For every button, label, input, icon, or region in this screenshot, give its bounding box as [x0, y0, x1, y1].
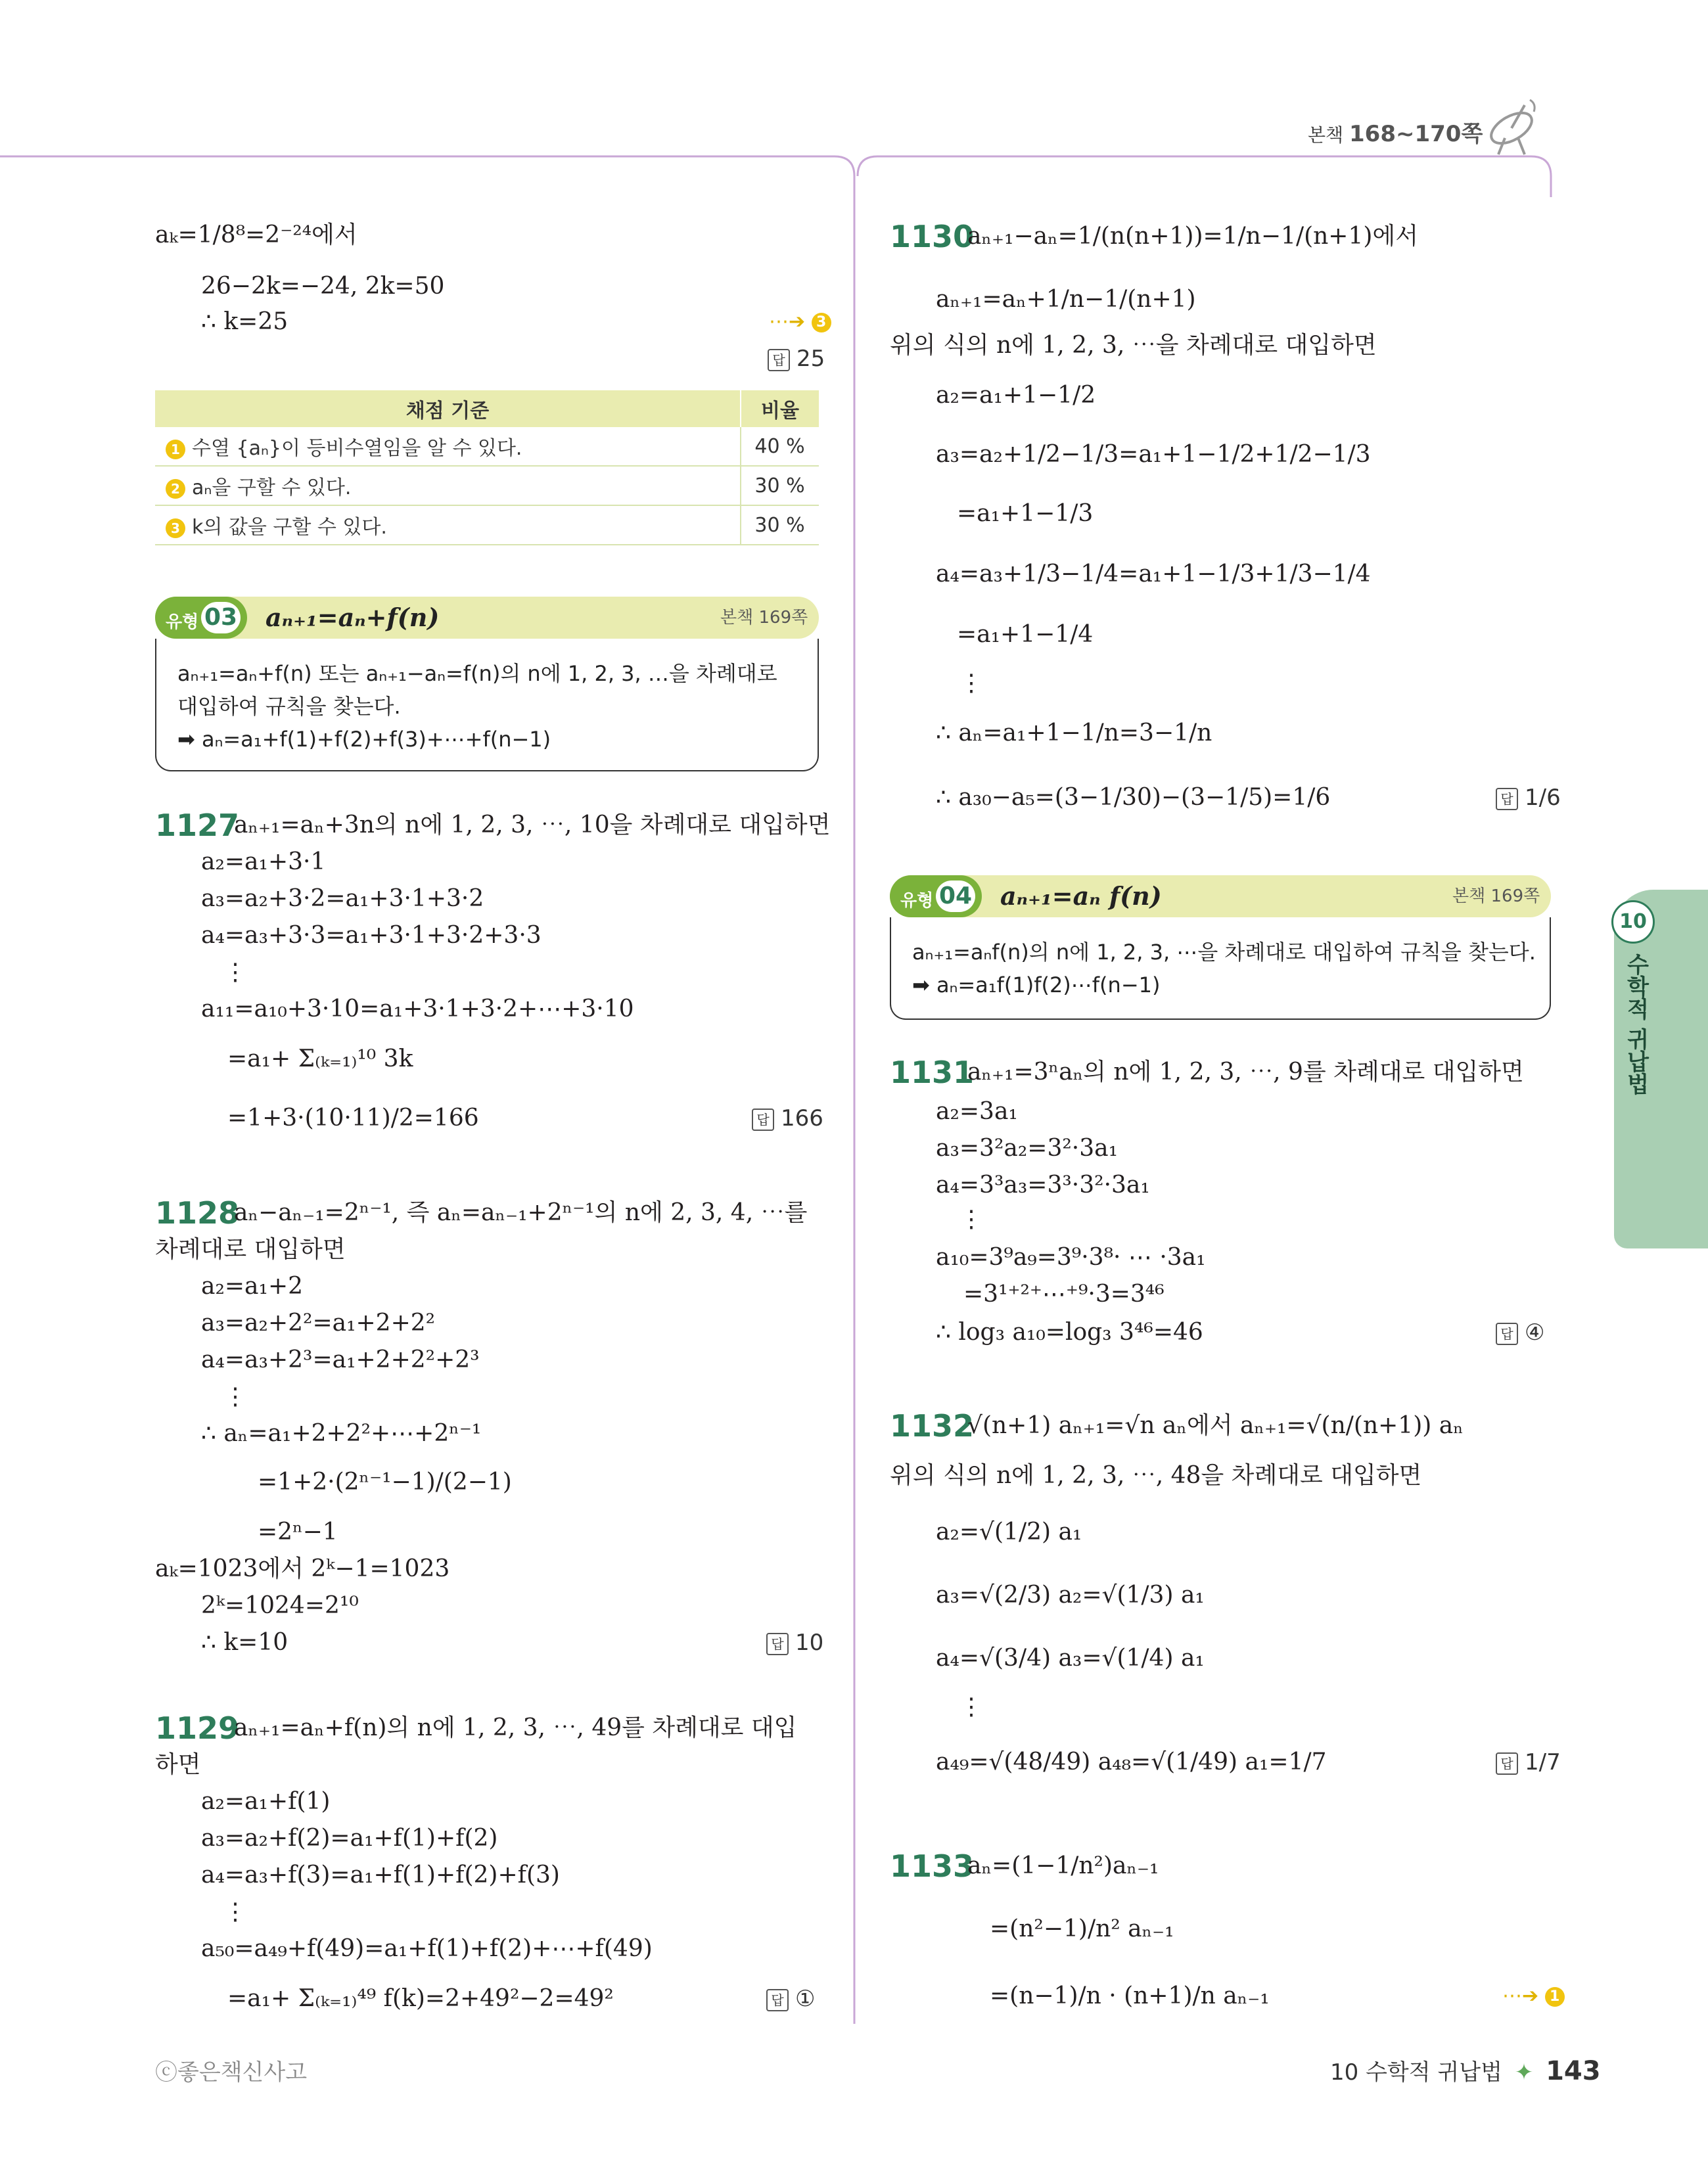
answer-icon: 답 [1496, 1752, 1518, 1775]
problem-1128-head: aₙ−aₙ₋₁=2ⁿ⁻¹, 즉 aₙ=aₙ₋₁+2ⁿ⁻¹의 n에 2, 3, 4, ⋯를 [234, 1199, 808, 1226]
problem-1131-line: a₄=3³a₃=3³·3²·3a₁ [936, 1172, 1150, 1199]
footer-page-number: 143 [1546, 2056, 1601, 2086]
problem-1128-line: =1+2·(2ⁿ⁻¹−1)/(2−1) [258, 1469, 512, 1496]
problem-1131-number: 1131 [890, 1055, 975, 1090]
problem-1130-line: a₃=a₂+1/2−1/3=a₁+1−1/2+1/2−1/3 [936, 441, 1371, 468]
problem-1129-line: a₅₀=a₄₉+f(49)=a₁+f(1)+f(2)+⋯+f(49) [201, 1935, 653, 1962]
answer-1128: 답 10 [766, 1626, 823, 1660]
problem-1132-line: a₂=√(1/2) a₁ [936, 1519, 1082, 1545]
type03-desc-1: aₙ₊₁=aₙ+f(n) 또는 aₙ₊₁−aₙ=f(n)의 n에 1, 2, 3, …을 차례대로 [177, 661, 777, 686]
problem-1131-line: ∴ log₃ a₁₀=log₃ 3⁴⁶=46 [936, 1319, 1203, 1346]
problem-1130-line: ∴ aₙ=a₁+1−1/n=3−1/n [936, 720, 1212, 746]
answer-icon: 답 [1496, 1323, 1518, 1345]
problem-1128-line: ∴ k=10 [201, 1629, 289, 1656]
answer-1127: 답 166 [752, 1101, 823, 1135]
type04-desc-1: aₙ₊₁=aₙf(n)의 n에 1, 2, 3, ⋯을 차례대로 대입하여 규칙을 찾는다. [912, 940, 1536, 965]
problem-1127-line: a₃=a₂+3·2=a₁+3·1+3·2 [201, 885, 484, 912]
footer-separator-icon: ✦ [1514, 2059, 1534, 2086]
step-marker-3: ⋯➔ 3 [769, 305, 831, 339]
problem-1128-line: =2ⁿ−1 [258, 1519, 338, 1545]
footer-publisher: ⓒ좋은책신사고 [155, 2059, 308, 2086]
problem-1127-line: a₁₁=a₁₀+3·10=a₁+3·1+3·2+⋯+3·10 [201, 995, 634, 1022]
problem-1128-line: a₂=a₁+2 [201, 1273, 304, 1300]
problem-1131-head: aₙ₊₁=3ⁿaₙ의 n에 1, 2, 3, ⋯, 9를 차례대로 대입하면 [967, 1059, 1524, 1086]
type03-desc-3: ➡ aₙ=a₁+f(1)+f(2)+f(3)+⋯+f(n−1) [177, 727, 551, 752]
problem-1129-number: 1129 [155, 1710, 240, 1746]
type04-badge: 유형 04 [890, 875, 982, 917]
chapter-tab-number: 10 [1611, 900, 1655, 944]
type03-title: aₙ₊₁=aₙ+f(n) [265, 603, 440, 632]
problem-1130-line: =a₁+1−1/4 [957, 621, 1094, 648]
type04-ref: 본책 169쪽 [1452, 886, 1540, 906]
problem-1128-line: 2ᵏ=1024=2¹⁰ [201, 1592, 359, 1619]
footer-chapter [1330, 2054, 1601, 2086]
answer-icon: 답 [1496, 788, 1518, 810]
problem-1128-line: aₖ=1023에서 2ᵏ−1=1023 [155, 1555, 450, 1582]
step-marker-1: ⋯➔ 1 [1502, 1979, 1565, 2013]
problem-1129-line: ⋮ [223, 1898, 247, 1925]
problem-1129-line: =a₁+ Σ₍ₖ₌₁₎⁴⁹ f(k)=2+49²−2=49² [227, 1985, 614, 2012]
grading-table [155, 390, 819, 545]
problem-1127-line: a₄=a₃+3·3=a₁+3·1+3·2+3·3 [201, 922, 542, 949]
problem-1127-head: aₙ₊₁=aₙ+3n의 n에 1, 2, 3, ⋯, 10을 차례대로 대입하면 [234, 812, 831, 838]
intro-line-3: ∴ k=25 [201, 308, 289, 335]
problem-1128-number: 1128 [155, 1195, 240, 1231]
footer-chapter-title: 10 수학적 귀납법 [1330, 2059, 1502, 2086]
grading-row: 2 aₙ을 구할 수 있다. 30 % [155, 466, 819, 505]
chapter-tab-label: 수학적 귀납법 [1623, 953, 1649, 1095]
problem-1133-number: 1133 [890, 1848, 975, 1884]
answer-icon: 답 [766, 1633, 789, 1655]
type03-desc-2: 대입하여 규칙을 찾는다. [177, 694, 401, 719]
answer-icon: 답 [752, 1109, 774, 1131]
problem-1128-line: ⋮ [223, 1383, 247, 1410]
type03-badge: 유형 03 [155, 597, 247, 639]
grading-row: 3 k의 값을 구할 수 있다. 30 % [155, 505, 819, 545]
answer-1131: 답 ④ [1496, 1315, 1544, 1350]
grading-row: 1 수열 {aₙ}이 등비수열임을 알 수 있다. 40 % [155, 427, 819, 466]
problem-1133-line: aₙ=(1−1/n²)aₙ₋₁ [967, 1852, 1159, 1879]
problem-1129-head-2: 하면 [155, 1751, 201, 1778]
problem-1131-line: a₂=3a₁ [936, 1098, 1018, 1125]
problem-1129-line: a₄=a₃+f(3)=a₁+f(1)+f(2)+f(3) [201, 1862, 560, 1888]
problem-1130-head: aₙ₊₁−aₙ=1/(n(n+1))=1/n−1/(n+1)에서 [967, 223, 1418, 250]
type04-title: aₙ₊₁=aₙ f(n) [1000, 881, 1162, 911]
problem-1129-line: a₃=a₂+f(2)=a₁+f(1)+f(2) [201, 1825, 498, 1852]
problem-1132-line: a₃=√(2/3) a₂=√(1/3) a₁ [936, 1582, 1205, 1609]
problem-1129-line: a₂=a₁+f(1) [201, 1788, 331, 1815]
problem-1132-head: √(n+1) aₙ₊₁=√n aₙ에서 aₙ₊₁=√(n/(n+1)) aₙ [967, 1412, 1464, 1439]
problem-1130-line: 위의 식의 n에 1, 2, 3, ⋯을 차례대로 대입하면 [890, 332, 1377, 359]
problem-1127-line: ⋮ [223, 959, 247, 986]
answer-icon: 답 [766, 1989, 789, 2011]
problem-1131-line: a₁₀=3⁹a₉=3⁹·3⁸· ⋯ ·3a₁ [936, 1244, 1206, 1271]
problem-1133-line: =(n²−1)/n² aₙ₋₁ [990, 1915, 1174, 1942]
problem-1132-number: 1132 [890, 1408, 975, 1444]
problem-1131-line: =3¹⁺²⁺⋯⁺⁹·3=3⁴⁶ [963, 1281, 1165, 1308]
answer-icon: 답 [768, 349, 790, 371]
problem-1127-line: =1+3·(10·11)/2=166 [227, 1105, 479, 1132]
problem-1132-line: a₄₉=√(48/49) a₄₈=√(1/49) a₁=1/7 [936, 1749, 1327, 1775]
header-prefix: 본책 [1308, 124, 1344, 146]
problem-1130-line: =a₁+1−1/3 [957, 500, 1094, 527]
grading-header-criteria: 채점 기준 [155, 390, 741, 427]
problem-1130-line: ⋮ [959, 670, 983, 697]
answer-1130: 답 1/6 [1496, 781, 1561, 815]
problem-1131-line: ⋮ [959, 1206, 983, 1233]
problem-1127-line: a₂=a₁+3·1 [201, 848, 326, 875]
problem-1128-line: a₄=a₃+2³=a₁+2+2²+2³ [201, 1346, 480, 1373]
problem-1130-number: 1130 [890, 219, 975, 254]
problem-1128-head-2: 차례대로 대입하면 [155, 1236, 346, 1263]
problem-1130-line: a₄=a₃+1/3−1/4=a₁+1−1/3+1/3−1/4 [936, 560, 1371, 587]
answer-1129: 답 ① [766, 1982, 815, 2016]
answer-1132: 답 1/7 [1496, 1745, 1561, 1779]
grading-header-ratio: 비율 [741, 390, 819, 427]
type03-bar [155, 597, 819, 639]
problem-1128-line: a₃=a₂+2²=a₁+2+2² [201, 1310, 436, 1337]
type03-ref: 본책 169쪽 [720, 608, 808, 628]
problem-1127-number: 1127 [155, 808, 240, 843]
problem-1127-line: =a₁+ Σ₍ₖ₌₁₎¹⁰ 3k [227, 1045, 413, 1072]
problem-1130-line: a₂=a₁+1−1/2 [936, 382, 1096, 409]
problem-1130-line: aₙ₊₁=aₙ+1/n−1/(n+1) [936, 286, 1196, 313]
intro-line-1: aₖ=1/8⁸=2⁻²⁴에서 [155, 221, 358, 248]
problem-1131-line: a₃=3²a₂=3²·3a₁ [936, 1135, 1119, 1162]
header-range: 168~170쪽 [1349, 121, 1483, 147]
problem-1129-head: aₙ₊₁=aₙ+f(n)의 n에 1, 2, 3, ⋯, 49를 차례대로 대입 [234, 1714, 797, 1741]
problem-1132-line: a₄=√(3/4) a₃=√(1/4) a₁ [936, 1645, 1205, 1672]
problem-1132-line: 위의 식의 n에 1, 2, 3, ⋯, 48을 차례대로 대입하면 [890, 1462, 1422, 1489]
problem-1133-line: =(n−1)/n · (n+1)/n aₙ₋₁ [990, 1982, 1270, 2009]
problem-1130-line: ∴ a₃₀−a₅=(3−1/30)−(3−1/5)=1/6 [936, 784, 1331, 811]
intro-line-2: 26−2k=−24, 2k=50 [201, 273, 445, 300]
problem-1128-line: ∴ aₙ=a₁+2+2²+⋯+2ⁿ⁻¹ [201, 1420, 482, 1447]
type04-desc-2: ➡ aₙ=a₁f(1)f(2)⋯f(n−1) [912, 972, 1161, 997]
answer-intro: 답 25 [768, 342, 825, 376]
problem-1132-line: ⋮ [959, 1693, 983, 1720]
